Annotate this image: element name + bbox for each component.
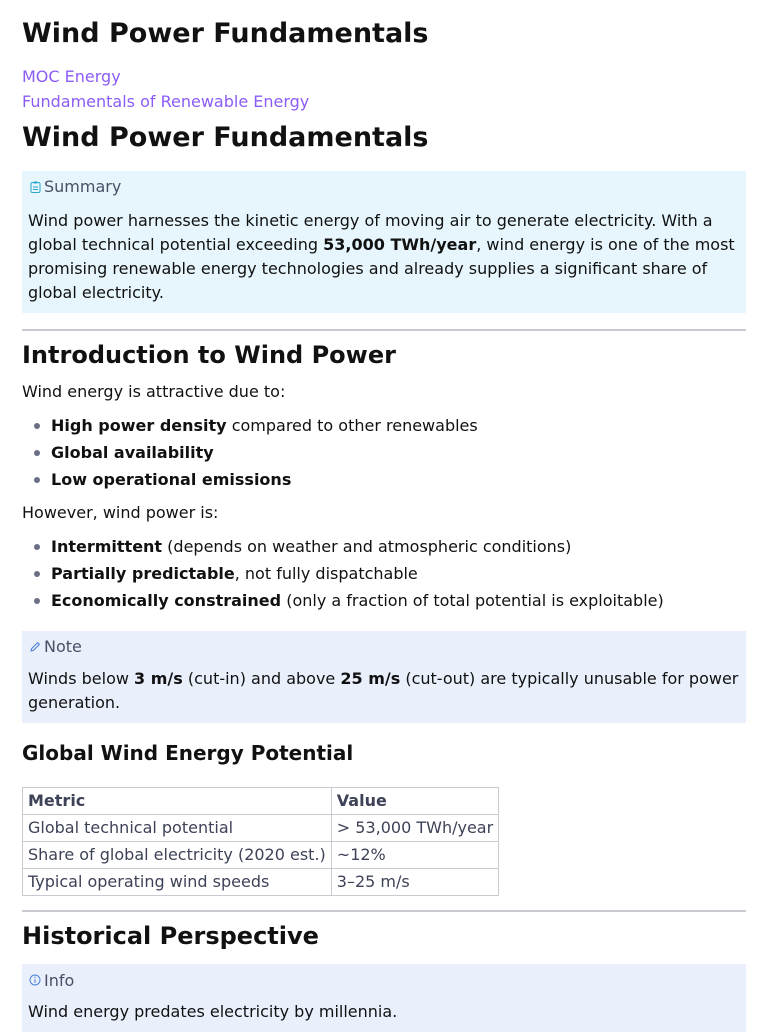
info-icon — [28, 973, 42, 987]
table-row — [23, 814, 499, 841]
breadcrumb-link-moc-energy[interactable]: MOC Energy — [22, 67, 121, 87]
list-item-term: Intermittent — [51, 536, 163, 556]
table-header-cell: Value — [331, 787, 498, 814]
breadcrumb-link-fundamentals[interactable]: Fundamentals of Renewable Energy — [22, 92, 310, 112]
list-item-text: , not fully dispatchable — [234, 563, 418, 583]
summary-text-part: , wind energy is one of the most promising renewable energy technologies and already supplies a significant share of global electricity. — [28, 234, 735, 302]
table-header-row — [23, 787, 499, 814]
summary-callout — [22, 171, 746, 313]
info-callout-label: Info — [44, 970, 75, 990]
note-callout-text — [28, 667, 740, 715]
pencil-icon — [28, 640, 42, 654]
note-text-part: Winds below — [28, 668, 135, 688]
summary-highlight: 53,000 TWh/year — [323, 234, 477, 254]
table-cell: > 53,000 TWh/year — [331, 814, 498, 841]
pros-list — [22, 412, 746, 493]
table-cell: ~12% — [331, 841, 498, 868]
cons-list — [22, 533, 746, 614]
potential-table — [22, 787, 499, 896]
note-callout-label: Note — [44, 637, 82, 657]
list-item-term: Partially predictable — [51, 563, 235, 583]
summary-callout-text — [28, 209, 740, 305]
however-paragraph: However, wind power is: — [22, 502, 219, 522]
table-cell: Share of global electricity (2020 est.) — [23, 841, 332, 868]
list-item — [51, 533, 746, 560]
section-heading-potential: Global Wind Energy Potential — [22, 740, 354, 765]
list-item — [51, 439, 746, 466]
note-callout-header — [28, 637, 740, 657]
page-title: Wind Power Fundamentals — [22, 18, 429, 49]
document-title: Wind Power Fundamentals — [22, 122, 429, 154]
note-text-part: (cut-in) and above — [182, 668, 341, 688]
section-heading-introduction: Introduction to Wind Power — [22, 340, 396, 369]
list-item-text: (depends on weather and atmospheric conditions) — [162, 536, 572, 556]
section-divider — [22, 910, 746, 912]
list-item — [51, 412, 746, 439]
list-item-term: Global availability — [51, 442, 214, 462]
section-heading-history: Historical Perspective — [22, 921, 319, 950]
table-cell: 3–25 m/s — [331, 868, 498, 895]
summary-callout-header — [28, 177, 740, 197]
note-highlight: 25 m/s — [340, 668, 401, 688]
breadcrumb — [22, 64, 746, 114]
list-item-term: Low operational emissions — [51, 469, 292, 489]
summary-callout-label: Summary — [44, 177, 122, 197]
list-item-text: compared to other renewables — [226, 415, 478, 435]
list-item — [51, 466, 746, 493]
list-item-text: (only a fraction of total potential is exploitable) — [281, 590, 664, 610]
list-item — [51, 560, 746, 587]
list-item — [51, 587, 746, 614]
table-row — [23, 841, 499, 868]
intro-lead-paragraph: Wind energy is attractive due to: — [22, 381, 286, 401]
list-item-term: Economically constrained — [51, 590, 282, 610]
clipboard-icon — [28, 180, 42, 194]
note-text-part: (cut-out) are typically unusable for power generation. — [28, 668, 739, 712]
table-cell: Typical operating wind speeds — [23, 868, 332, 895]
note-highlight: 3 m/s — [134, 668, 183, 688]
info-callout-text: Wind energy predates electricity by millennia. — [28, 1002, 398, 1022]
list-item-term: High power density — [51, 415, 227, 435]
table-row — [23, 868, 499, 895]
table-header-cell: Metric — [23, 787, 332, 814]
section-divider — [22, 329, 746, 331]
note-callout — [22, 631, 746, 723]
summary-text-part: Wind power harnesses the kinetic energy of moving air to generate electricity. With a global technical potential exceeding — [28, 210, 713, 254]
table-cell: Global technical potential — [23, 814, 332, 841]
info-callout — [22, 964, 746, 1032]
info-callout-header — [28, 970, 740, 990]
